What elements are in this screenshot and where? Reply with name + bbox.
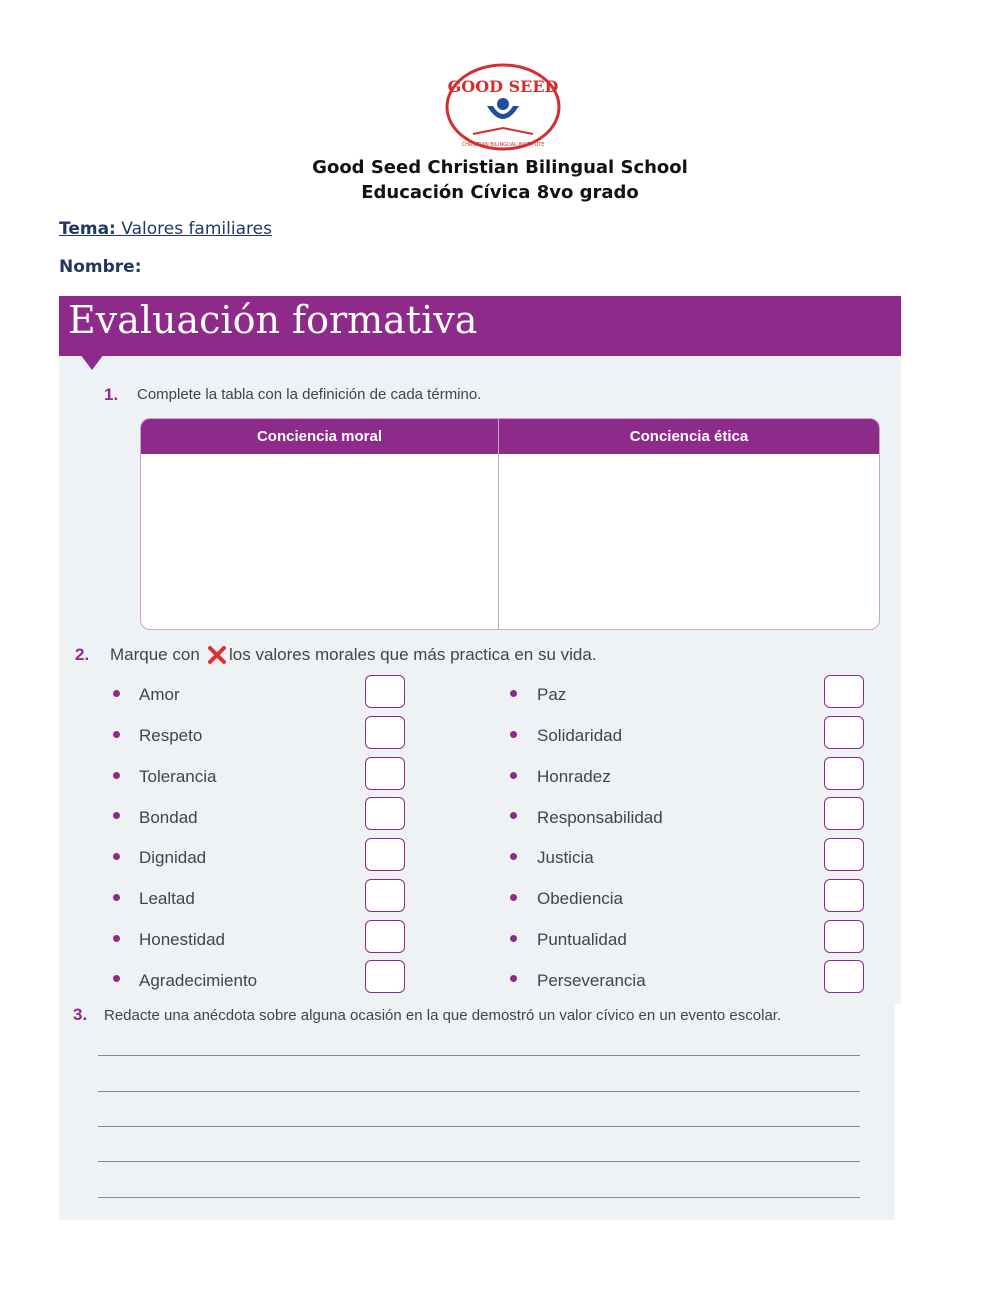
checkbox-right-2[interactable] xyxy=(824,757,864,790)
value-label-left-0: Amor xyxy=(139,685,180,704)
tema-value: Valores familiares xyxy=(121,219,272,239)
value-label-left-2: Tolerancia xyxy=(139,767,217,786)
checkbox-left-3[interactable] xyxy=(365,797,405,830)
svg-text:CHRISTIAN BILINGUAL INSTITUTE: CHRISTIAN BILINGUAL INSTITUTE xyxy=(461,142,545,148)
school-name: Good Seed Christian Bilingual School xyxy=(312,157,688,178)
answer-line[interactable] xyxy=(98,1091,860,1092)
column-header-moral: Conciencia moral xyxy=(256,428,383,445)
checkbox-right-5[interactable] xyxy=(824,879,864,912)
checkbox-right-1[interactable] xyxy=(824,716,864,749)
bullet xyxy=(510,853,517,860)
bullet xyxy=(510,975,517,982)
bullet xyxy=(113,853,120,860)
value-label-right-1: Solidaridad xyxy=(537,726,623,745)
q3-number: 3. xyxy=(73,1005,88,1024)
svg-text:GOOD SEED: GOOD SEED xyxy=(447,77,559,96)
checkbox-right-3[interactable] xyxy=(824,797,864,830)
answer-line[interactable] xyxy=(98,1055,860,1056)
checkbox-left-1[interactable] xyxy=(365,716,405,749)
worksheet-panel-lower xyxy=(59,1004,895,1220)
bullet xyxy=(510,690,517,697)
bullet xyxy=(510,772,517,779)
table-divider xyxy=(498,419,499,629)
course-title: Educación Cívica 8vo grado xyxy=(361,182,639,203)
q3-text: Redacte una anécdota sobre alguna ocasión en la que demostró un valor cívico en un evento escolar. xyxy=(104,1007,782,1024)
bullet xyxy=(510,812,517,819)
checkbox-left-6[interactable] xyxy=(365,920,405,953)
value-label-left-3: Bondad xyxy=(139,808,198,827)
value-label-right-4: Justicia xyxy=(537,848,594,867)
bullet xyxy=(510,894,517,901)
value-label-right-6: Puntualidad xyxy=(537,930,627,949)
bullet xyxy=(113,772,120,779)
definition-table xyxy=(140,418,880,630)
checkbox-left-7[interactable] xyxy=(365,960,405,993)
q2-text-after: los valores morales que más practica en su vida. xyxy=(229,645,597,664)
banner-notch xyxy=(80,354,104,370)
bullet xyxy=(113,690,120,697)
bullet xyxy=(113,894,120,901)
value-label-right-7: Perseverancia xyxy=(537,971,646,990)
value-label-left-1: Respeto xyxy=(139,726,203,745)
cell-moral-answer[interactable] xyxy=(145,459,493,623)
cell-etica-answer[interactable] xyxy=(503,459,875,623)
checkbox-right-7[interactable] xyxy=(824,960,864,993)
value-label-left-7: Agradecimiento xyxy=(139,971,258,990)
q1-text: Complete la tabla con la definición de cada término. xyxy=(137,386,482,403)
q1-number: 1. xyxy=(104,385,119,404)
x-mark-icon xyxy=(207,645,227,665)
checkbox-right-0[interactable] xyxy=(824,675,864,708)
good-seed-logo xyxy=(443,62,563,152)
bullet xyxy=(113,975,120,982)
checkbox-left-5[interactable] xyxy=(365,879,405,912)
banner-title: Evaluación formativa xyxy=(68,298,478,342)
q2-text-before: Marque con xyxy=(110,645,200,664)
checkbox-left-2[interactable] xyxy=(365,757,405,790)
bullet xyxy=(113,731,120,738)
value-label-left-4: Dignidad xyxy=(139,848,207,867)
answer-line[interactable] xyxy=(98,1126,860,1127)
checkbox-right-6[interactable] xyxy=(824,920,864,953)
tema-line xyxy=(59,219,272,239)
bullet xyxy=(510,731,517,738)
bullet xyxy=(113,812,120,819)
checkbox-right-4[interactable] xyxy=(824,838,864,871)
value-label-right-3: Responsabilidad xyxy=(537,808,663,827)
checkbox-left-0[interactable] xyxy=(365,675,405,708)
value-label-right-0: Paz xyxy=(537,685,567,704)
q2-number: 2. xyxy=(75,645,90,664)
column-header-etica: Conciencia ética xyxy=(629,428,749,445)
answer-line[interactable] xyxy=(98,1197,860,1198)
nombre-label: Nombre: xyxy=(59,257,142,277)
checkbox-left-4[interactable] xyxy=(365,838,405,871)
value-label-right-5: Obediencia xyxy=(537,889,624,908)
value-label-left-5: Lealtad xyxy=(139,889,195,908)
value-label-left-6: Honestidad xyxy=(139,930,226,949)
tema-label: Tema: xyxy=(59,219,116,239)
bullet xyxy=(510,935,517,942)
bullet xyxy=(113,935,120,942)
answer-line[interactable] xyxy=(98,1161,860,1162)
value-label-right-2: Honradez xyxy=(537,767,611,786)
